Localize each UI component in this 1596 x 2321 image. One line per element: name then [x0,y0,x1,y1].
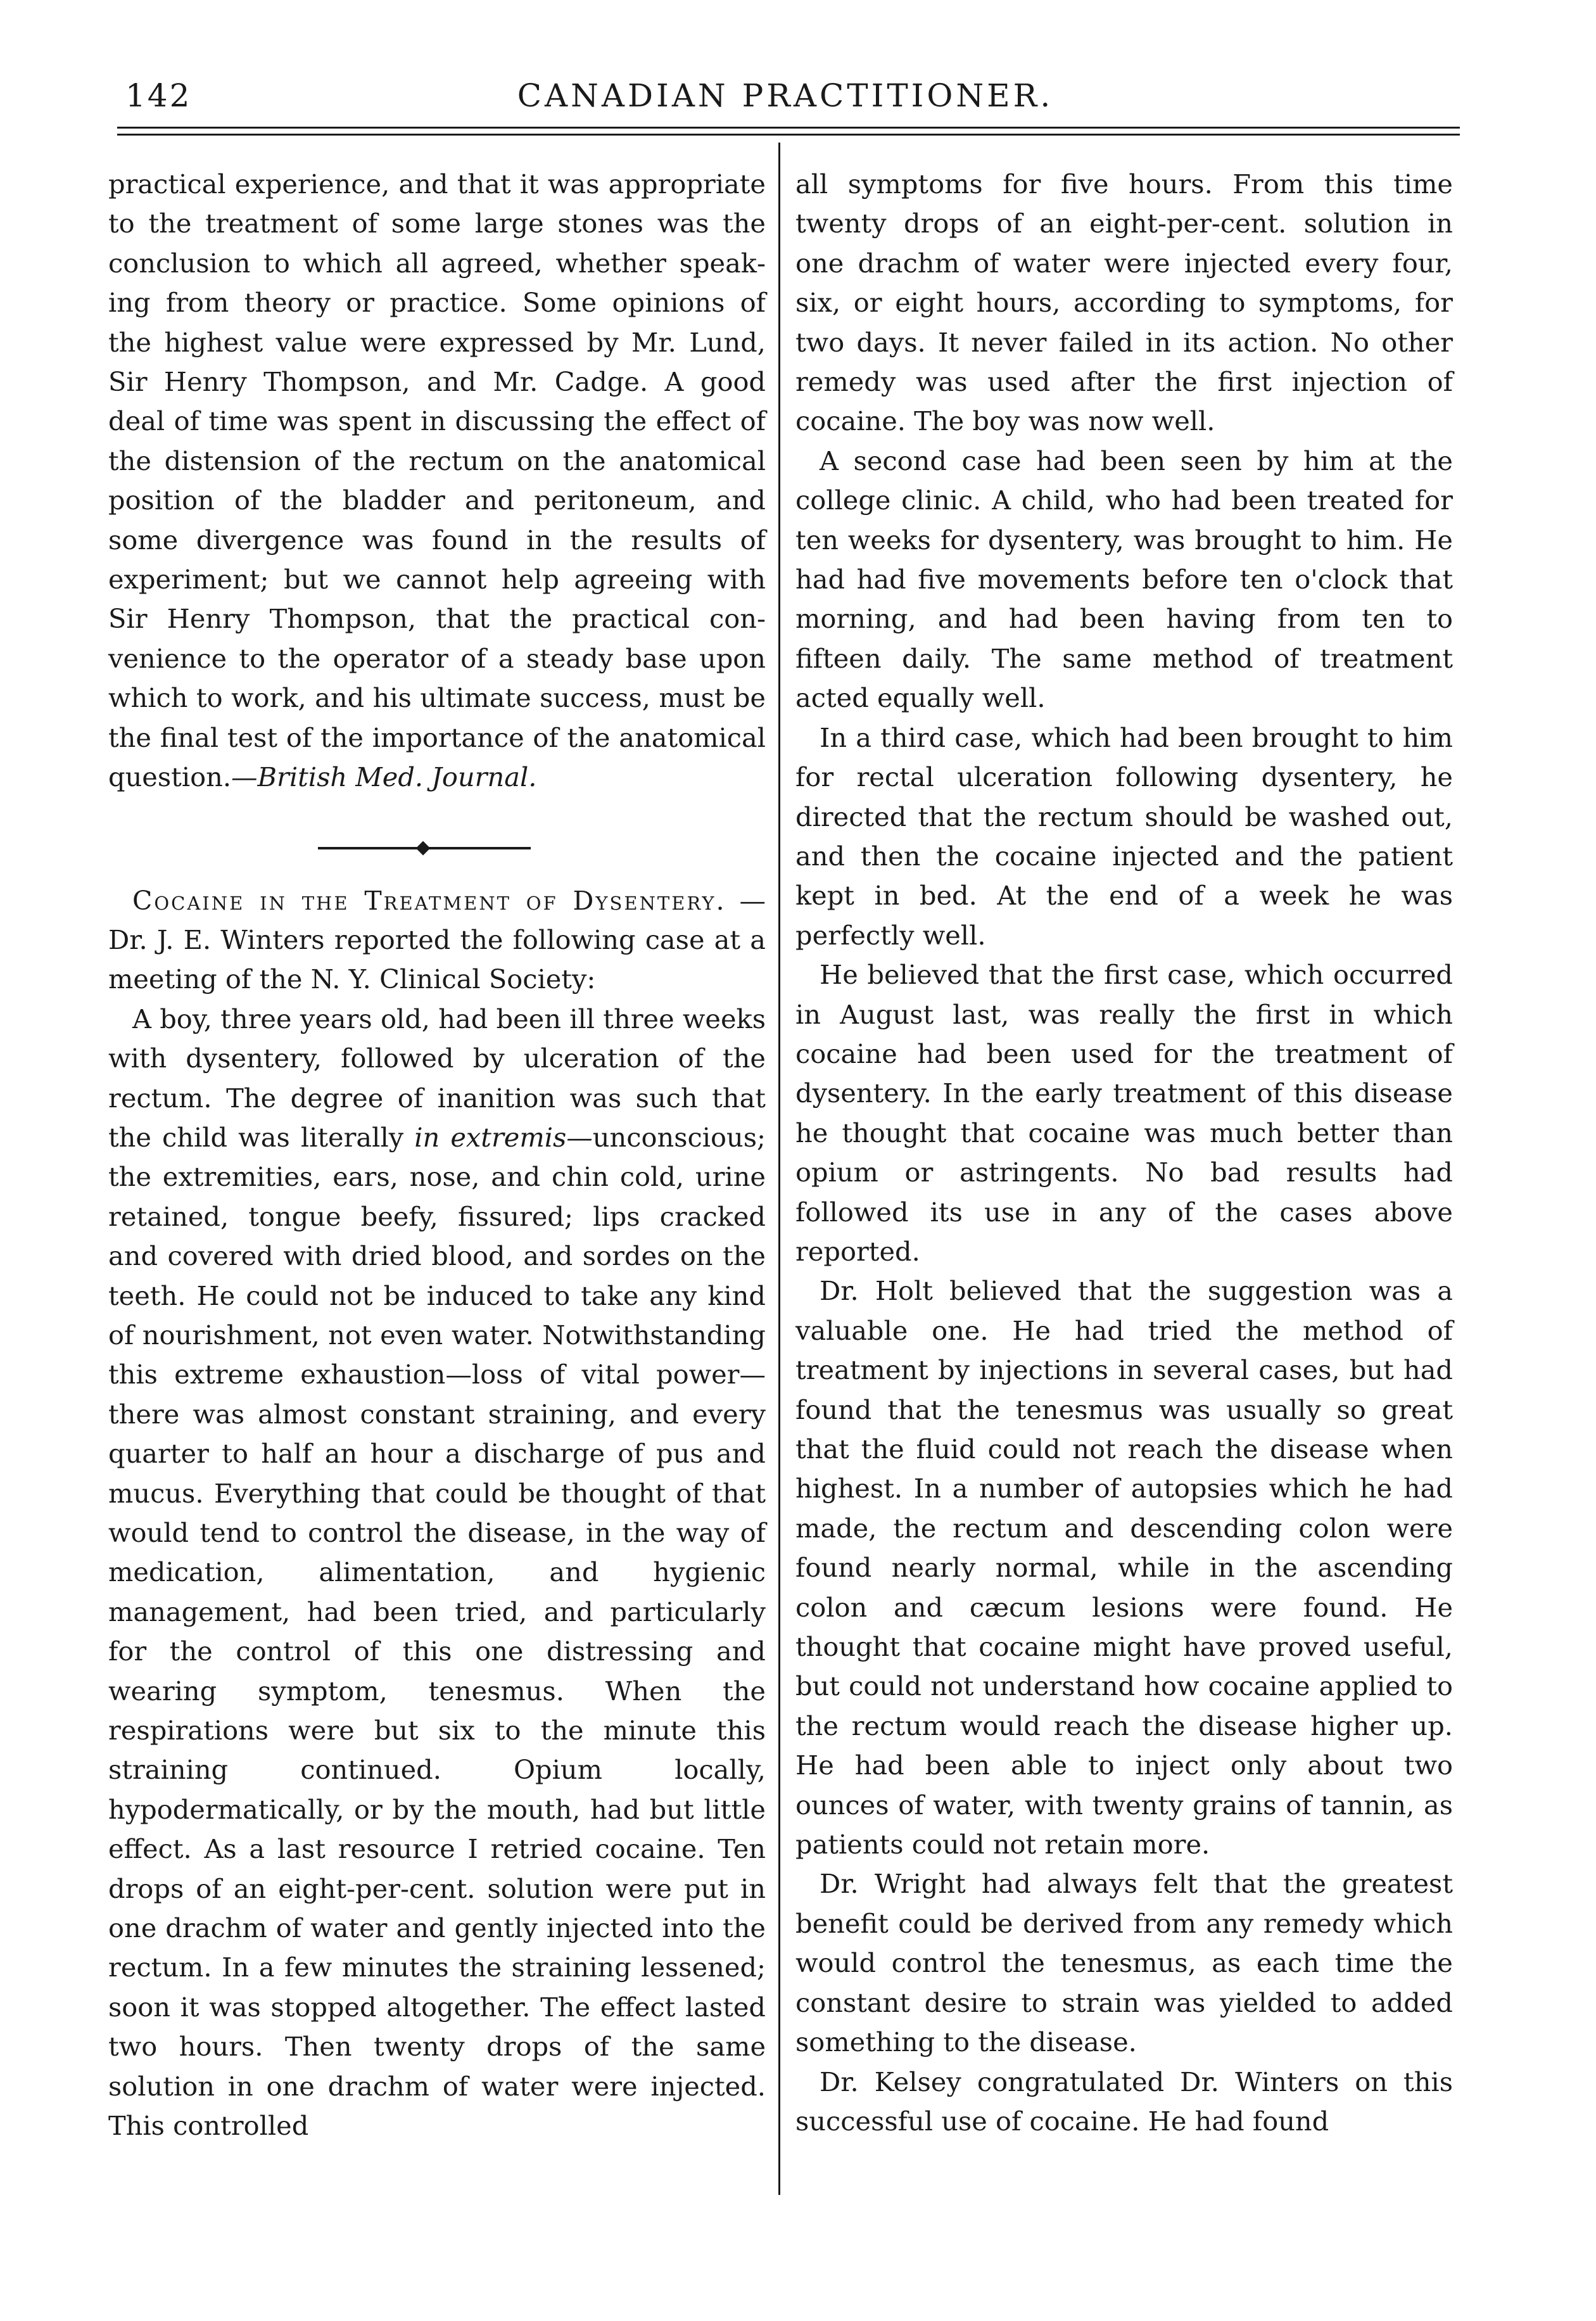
section-title: Cocaine in the Treatment of Dysentery. [132,885,726,916]
header-rule-bottom [117,134,1460,136]
left-paragraph-2-text: —Dr. J. E. Winters reported the following case at a meeting of the N. Y. Clinical Society: [108,884,766,995]
left-paragraph-3 [108,1000,766,2146]
left-column [108,165,766,2146]
header-rule-top [117,127,1460,129]
right-column [795,165,1453,2141]
left-paragraph-1-text: practical experience, and that it was appropriate to the treatment of some large stones was the conclusion to which all agreed, whether speaking from theory or practice. Some opinions of the highest value were expressed by Mr. Lund, Sir Henry Thompson, and Mr. Cadge. A good deal of time was spent in discussing the effect of the distension of the rectum on the anatomical position of the bladder and peritoneum, and some divergence was found in the results of experiment; but we cannot help agreeing with Sir Henry Thompson, that the practical convenience to the operator of a steady base upon which to work, and his ultimate success, must be the final test of the importance of the anatomical question. [108,169,766,793]
right-paragraph-5: Dr. Holt believed that the suggestion was a valuable one. He had tried the method of treatment by injections in several cases, but had found that the tenesmus was usually so great that the fluid could not reach the disease when highest. In a number of autopsies which he had made, the rectum and descending colon were found nearly normal, while in the ascending colon and cæcum lesions were found. He thought that cocaine might have proved useful, but could not understand how cocaine applied to the rectum would reach the disease higher up. He had been able to inject only about two ounces of water, with twenty grains of tannin, as patients could not retain more. [795,1275,1453,1860]
page-header [114,71,1457,122]
left-paragraph-3-text-a: A boy, three years old, had been ill three weeks with dysentery, followed by ulceration of the rectum. The degree of inanition was such that the child was literally [108,1003,766,1153]
right-paragraph-2: A second case had been seen by him at the college clinic. A child, who had been treated for ten weeks for dysentery, was brought to him. He had had five movements before ten o'clock that morning, and had been having from ten to fifteen daily. The same method of treatment acted equally well. [795,445,1453,714]
right-paragraph-3: In a third case, which had been brought to him for rectal ulceration following dysentery, he directed that the rectum should be washed out, and then the cocaine injected and the patient kept in bed. At the end of a week he was perfectly well. [795,722,1453,951]
journal-citation: —British Med. Journal. [231,761,537,793]
left-paragraph-3-text-b: unconscious; the extremities, ears, nose, and chin cold, urine retained, tongue beefy, fissured; lips cracked and covered with dried blood, and sordes on the teeth. He could not be induced to take any kind of nourishment, not even water. Notwithstanding this extreme exhaustion—loss of vital power—there was almost constant straining, and every quarter to half an hour a discharge of pus and mucus. Everything that could be thought of that would tend to control the disease, in the way of medication, alimentation, and hygienic management, had been tried, and particularly for the control of this one distressing and wearing symptom, tenesmus. When the respirations were but six to the minute this straining continued. Opium locally, hypodermatically, or by the mouth, had but little effect. As a last resource I retried cocaine. Ten drops of an eight-per-cent. solution were put in one drachm of water and gently injected into the rectum. In a few minutes the straining lessened; soon it was stopped altogether. The effect lasted two hours. Then twenty drops of the same solution in one drachm of water were injected. This controlled [108,1121,766,2142]
left-paragraph-2 [108,881,766,1000]
right-paragraph-1: all symptoms for five hours. From this time twenty drops of an eight-per-cent. solution in one drachm of water were injected every four, six, or eight hours, according to symptoms, for two days. It never failed in its action. No other remedy was used after the first injection of cocaine. The boy was now well. [795,169,1453,437]
section-separator [108,798,766,881]
running-head: CANADIAN PRACTITIONER. [517,77,1054,114]
right-paragraph-7: Dr. Kelsey congratulated Dr. Winters on this successful use of cocaine. He had found [795,2066,1453,2137]
left-paragraph-1 [108,165,766,798]
page-number: 142 [125,77,192,114]
column-divider [778,143,780,2195]
separator-ornament [416,841,431,855]
right-paragraph-4: He believed that the first case, which occurred in August last, was really the first in which cocaine had been used for the treatment of dysentery. In the early treatment of this disease he thought that cocaine was much better than opium or astringents. No bad results had followed its use in any of the cases above reported. [795,959,1453,1267]
right-paragraph-6: Dr. Wright had always felt that the greatest benefit could be derived from any remedy which would control the tenesmus, as each time the constant desire to strain was yielded to added something to the disease. [795,1868,1453,2058]
left-paragraph-3-italic: in extremis— [414,1121,593,1153]
